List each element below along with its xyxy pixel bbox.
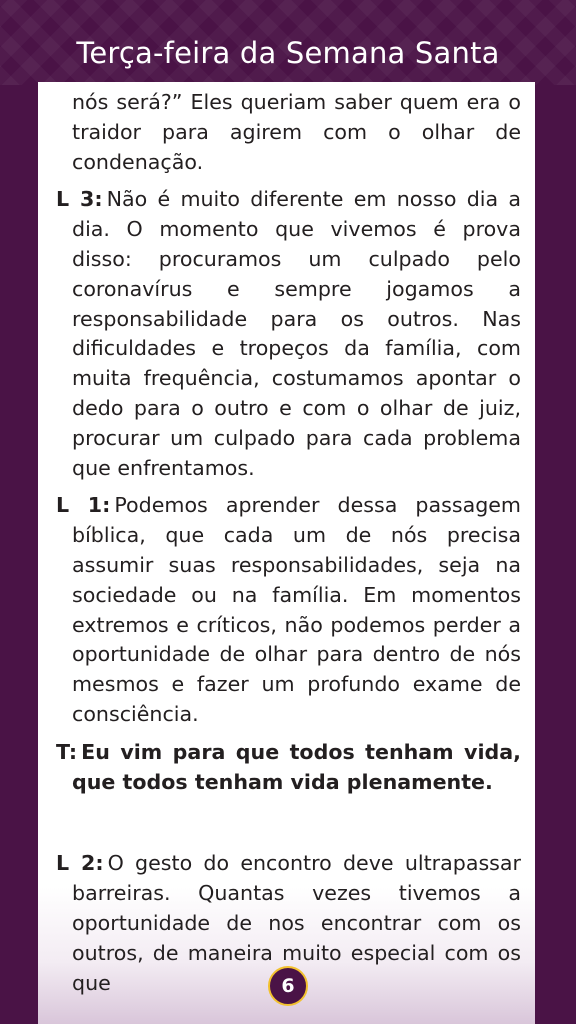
left-frame <box>0 85 38 1024</box>
paragraph-text: Não é muito diferente em nosso dia a dia. O momento que vivemos é prova disso: procuramos um culpado pelo coronavírus e sempre jogamos a responsabilidade para os outros. Nas dificuldades e tropeços da família, com muita frequência, costumamos apontar o dedo para o outro e com o olhar de juiz, procurar um culpado para cada problema que enfrentamos. <box>72 187 522 480</box>
speaker-label: L 2: <box>56 851 104 876</box>
right-frame <box>538 85 576 1024</box>
paragraph-l3 <box>56 185 521 483</box>
paragraph-text: Podemos aprender dessa passagem bíblica, que cada um de nós precisa assumir suas responsabilidades, seja na sociedade ou na família. Em momentos extremos e críticos, não podemos perder a oportunidade de olhar para dentro de nós mesmos e fazer um profundo exame de consciência. <box>72 493 521 726</box>
paragraph-text: O gesto do encontro deve ultrapassar barreiras. Quantas vezes tivemos a oportunidade de nos encontrar com os outros, de maneira muito especial com os que <box>72 851 521 995</box>
paragraph-response <box>56 738 521 798</box>
paragraph-text: Eu vim para que todos tenham vida, que todos tenham vida plenamente. <box>72 739 521 794</box>
speaker-label: L 1: <box>56 493 111 518</box>
page-title: Terça-feira da Semana Santa <box>76 36 500 70</box>
reading-text <box>56 88 521 1006</box>
paragraph-continuation <box>56 88 521 177</box>
paragraph-l1 <box>56 491 521 729</box>
speaker-label: T: <box>56 739 78 764</box>
page-number-badge: 6 <box>268 966 308 1006</box>
speaker-label: L 3: <box>56 187 103 212</box>
paragraph-text: nós será?” Eles queriam saber quem era o traidor para agirem com o olhar de condenação. <box>72 90 521 174</box>
spacer <box>56 805 521 849</box>
